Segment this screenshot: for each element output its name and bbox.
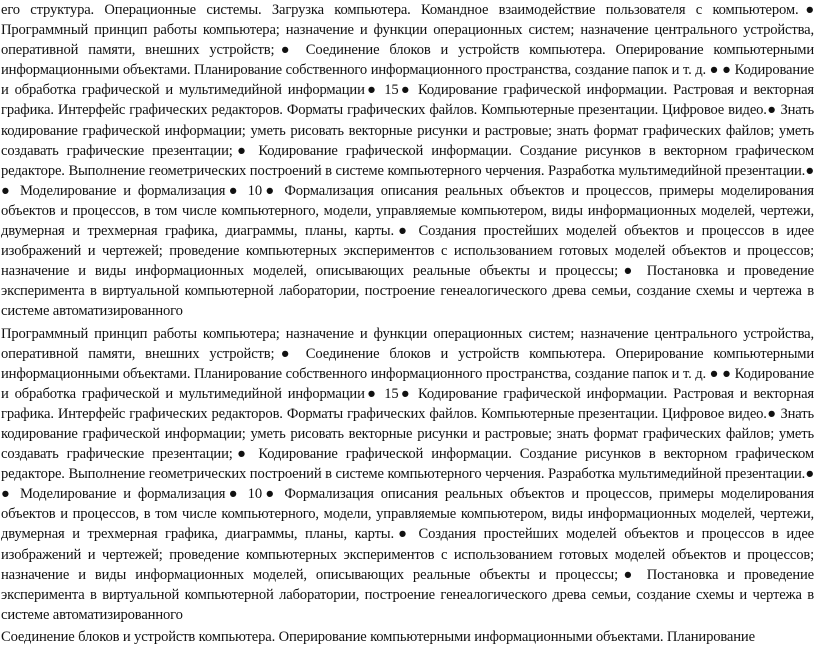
paragraph-2: Программный принцип работы компьютера; назначение и функции операционных систем; назначение центрального устройства, оперативной памяти, внешних устройств;● Соединение блоков и устройств компьютера. Оперирование компьютерными информационными объектами. Планирование собственного информационного пространства, создание папок и т. д. ● ● Кодирование и обработка графической и мультимедийной информации● 15● Кодирование графической информации. Растровая и векторная графика. Интерфейс графических редакторов. Форматы графических файлов. Компьютерные презентации. Цифровое видео.● Знать кодирование графической информации; уметь рисовать векторные рисунки и растровые; знать формат графических файлов; уметь создавать графические презентации;● Кодирование графической информации. Создание рисунков в векторном графическом редакторе. Выполнение геометрических построений в системе компьютерного черчения. Разработка мультимедийной презентации.● ● Моделирование и формализация● 10● Формализация описания реальных объектов и процессов, примеры моделирования объектов и процессов, в том числе компьютерного, модели, управляемые компьютером, виды информационных моделей, чертежи, двумерная и трехмерная графика, диаграммы, планы, карты.● Создания простейших моделей объектов и процессов в идее изображений и чертежей; проведение компьютерных экспериментов с использованием готовых моделей объектов и процессов; назначение и виды информационных моделей, описывающих реальные объекты и процессы;● Постановка и проведение эксперимента в виртуальной компьютерной лаборатории, построение генеалогического древа семьи, создание схемы и чертежа в системе автоматизированного: [1, 325, 814, 623]
paragraph-1: его структура. Операционные системы. Загрузка компьютера. Командное взаимодействие пользователя с компьютером.● Программный принцип работы компьютера; назначение и функции операционных систем; назначение центрального устройства, оперативной памяти, внешних устройств;● Соединение блоков и устройств компьютера. Оперирование компьютерными информационными объектами. Планирование собственного информационного пространства, создание папок и т. д. ● ● Кодирование и обработка графической и мультимедийной информации● 15● Кодирование графической информации. Растровая и векторная графика. Интерфейс графических редакторов. Форматы графических файлов. Компьютерные презентации. Цифровое видео.● Знать кодирование графической информации; уметь рисовать векторные рисунки и растровые; знать формат графических файлов; уметь создавать графические презентации;● Кодирование графической информации. Создание рисунков в векторном графическом редакторе. Выполнение геометрических построений в системе компьютерного черчения. Разработка мультимедийной презентации.● ● Моделирование и формализация● 10● Формализация описания реальных объектов и процессов, примеры моделирования объектов и процессов, в том числе компьютерного, модели, управляемые компьютером, виды информационных моделей, чертежи, двумерная и трехмерная графика, диаграммы, планы, карты.● Создания простейших моделей объектов и процессов в идее изображений и чертежей; проведение компьютерных экспериментов с использованием готовых моделей объектов и процессов; назначение и виды информационных моделей, описывающих реальные объекты и процессы;● Постановка и проведение эксперимента в виртуальной компьютерной лаборатории, построение генеалогического древа семьи, создание схемы и чертежа в системе автоматизированного: [1, 2, 814, 320]
paragraph-3: Соединение блоков и устройств компьютера. Оперирование компьютерными информационными объектами. Планирование: [1, 628, 755, 645]
